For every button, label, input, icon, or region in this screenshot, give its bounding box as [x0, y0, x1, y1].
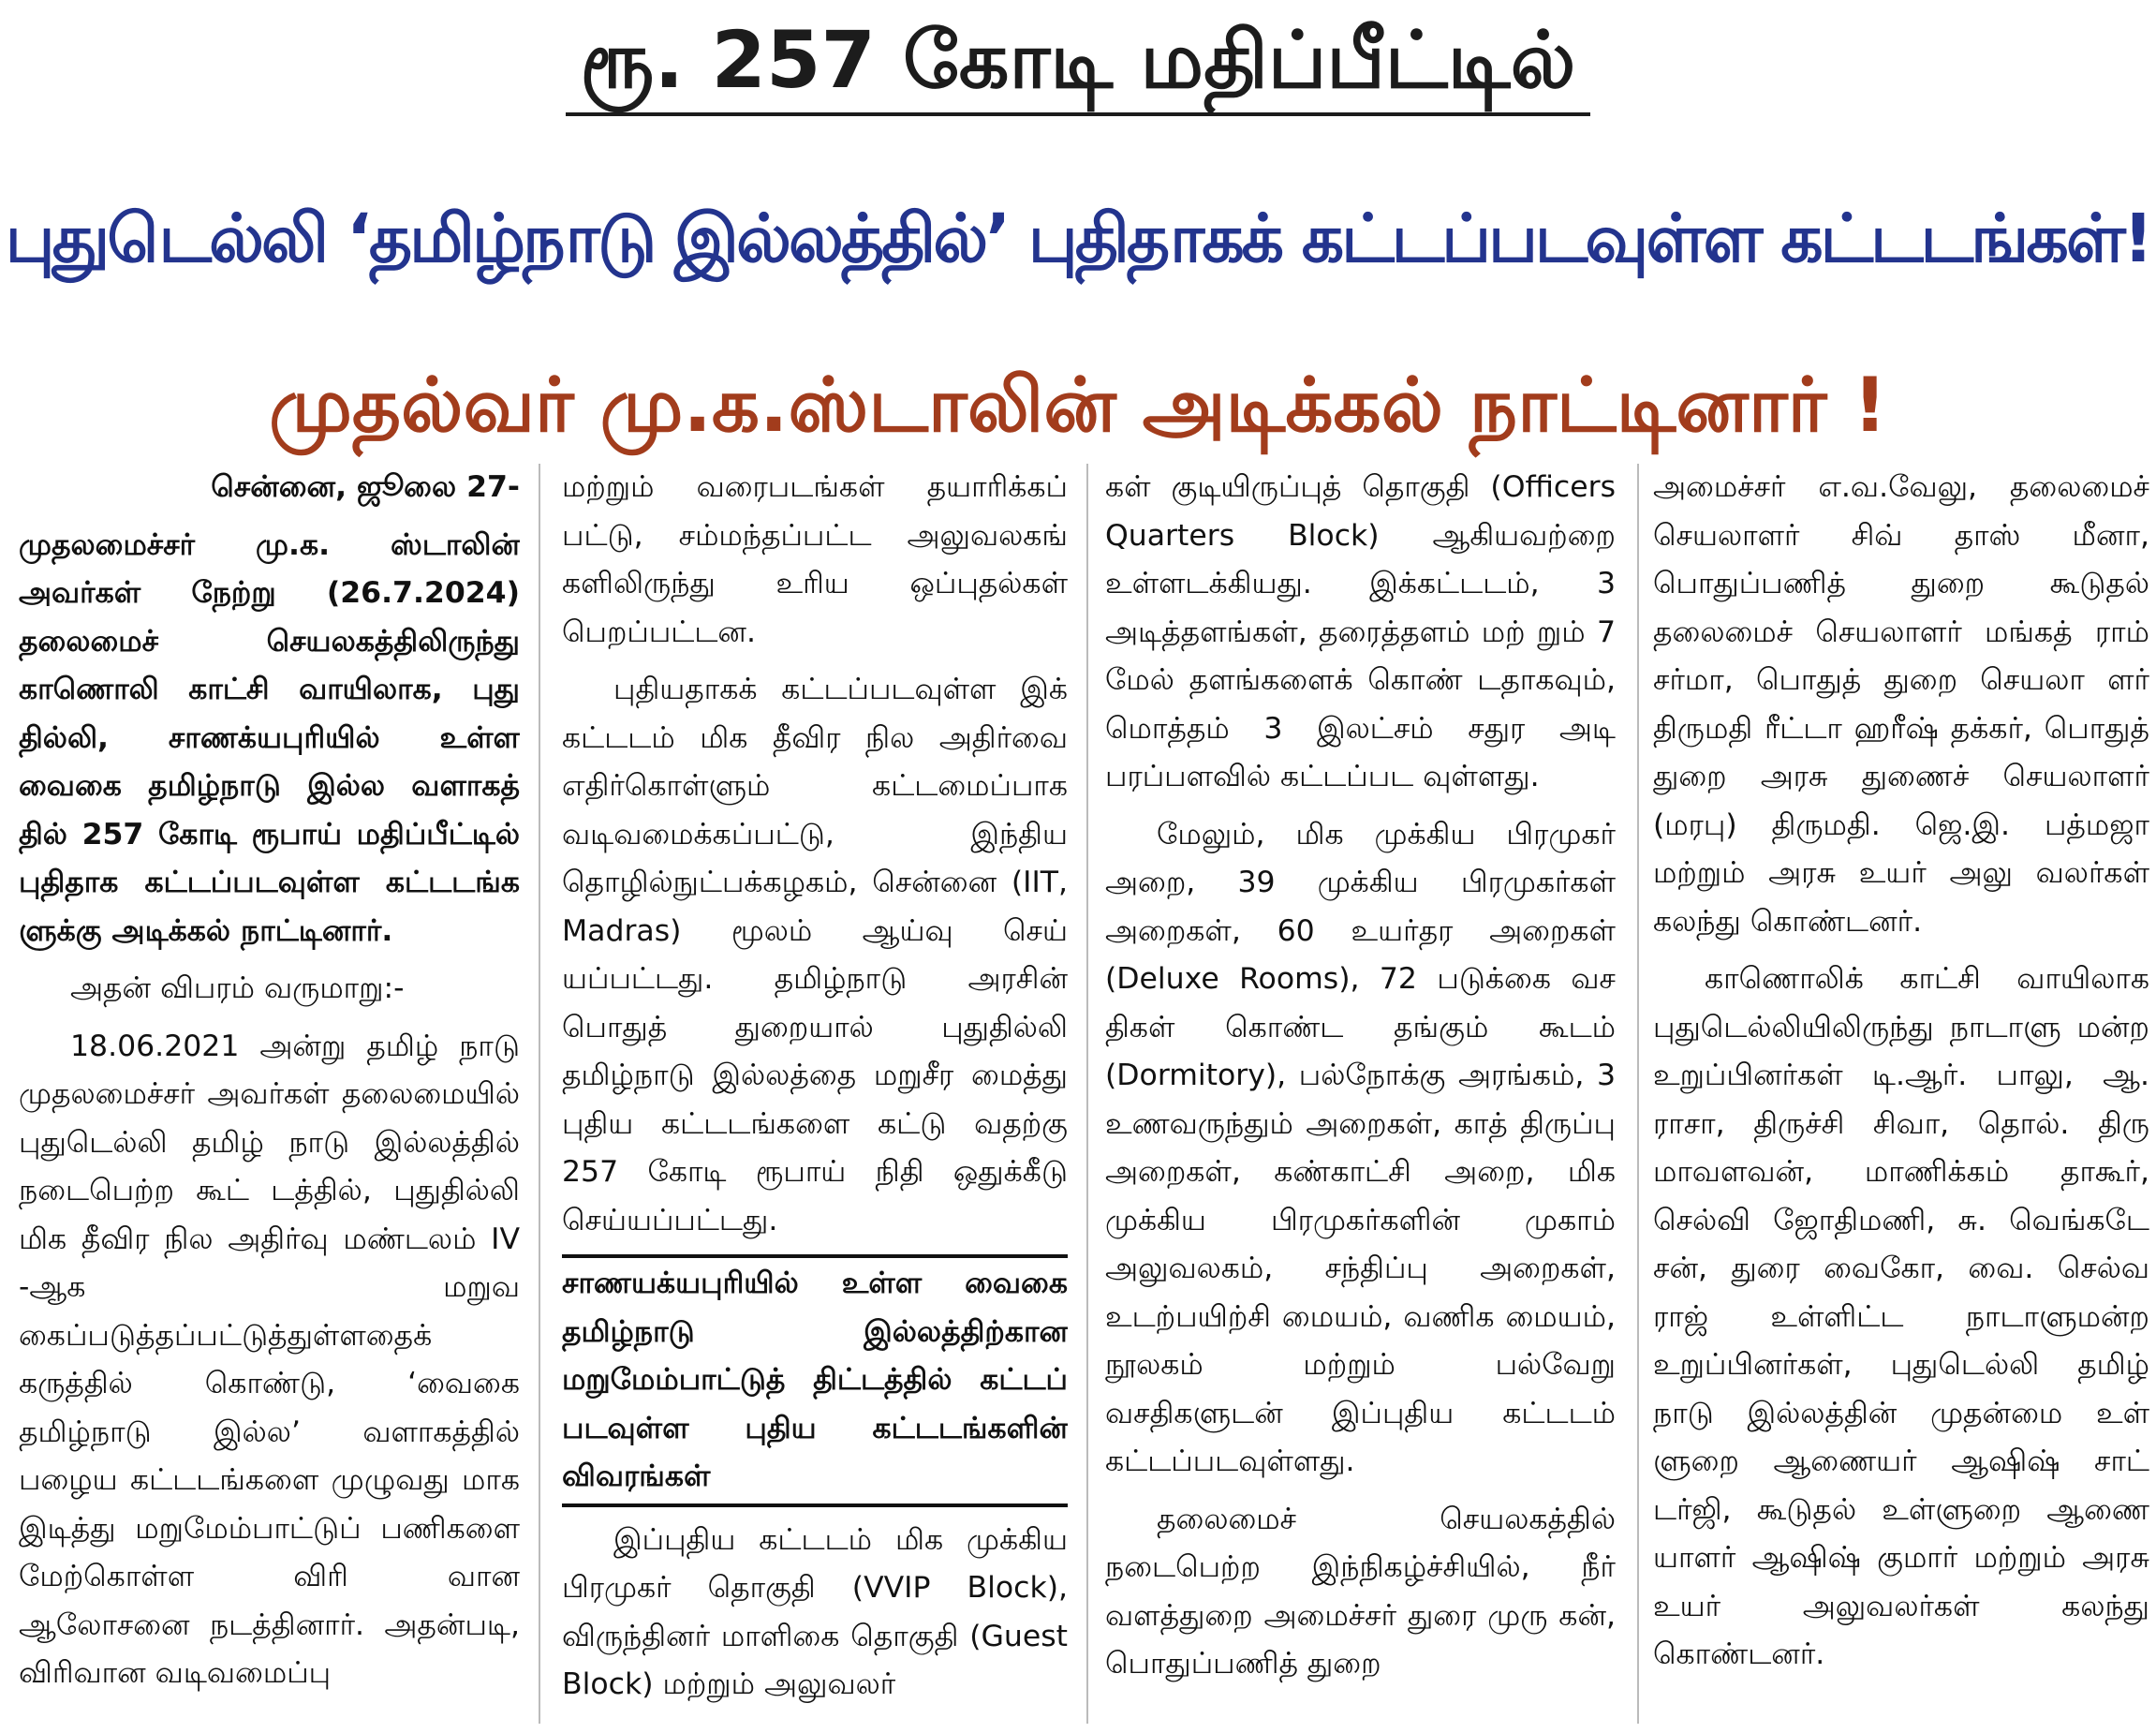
- article-column-2: [562, 464, 1068, 1728]
- main-headline: புதுடெல்லி ‘தமிழ்நாடு இல்லத்தில்’ புதிதாகக் கட்டப்படவுள்ள கட்டடங்கள்!: [5, 200, 2151, 277]
- intro-line: அதன் விபரம் வருமாறு:-: [70, 971, 405, 1005]
- body-paragraph: தலைமைச் செயலகத்தில் நடைபெற்ற இந்நிகழ்ச்சியில், நீர் வளத்துறை அமைச்சர் துரை முரு கன், பொதுப்பணித் துறை: [1105, 1502, 1616, 1681]
- article-column-1: [19, 464, 520, 1728]
- body-paragraph: மற்றும் வரைபடங்கள் தயாரிக்கப் பட்டு, சம்மந்தப்பட்ட அலுவலகங் களிலிருந்து உரிய ஒப்புதல்கள் பெறப்பட்டன.: [562, 470, 1068, 649]
- article-body: [9, 464, 2150, 1728]
- body-paragraph: மேலும், மிக முக்கிய பிரமுகர் அறை, 39 முக்கிய பிரமுகர்கள் அறைகள், 60 உயர்தர அறைகள் (Deluxe Rooms), 72 படுக்கை வச திகள் கொண்ட தங்கும் கூடம் (Dormitory), பல்நோக்கு அரங்கம், 3 உணவருந்தும் அறைகள், காத் திருப்பு அறைகள், கண்காட்சி அறை, மிக முக்கிய பிரமுகர்களின் முகாம் அலுவலகம், சந்திப்பு அறைகள், உடற்பயிற்சி மையம், வணிக மையம், நூலகம் மற்றும் பல்வேறு வசதிகளுடன் இப்புதிய கட்டடம் கட்டப்படவுள்ளது.: [1105, 817, 1616, 1478]
- body-paragraph: கள் குடியிருப்புத் தொகுதி (Officers Quarters Block) ஆகியவற்றை உள்ளடக்கியது. இக்கட்டடம், 3 அடித்தளங்கள், தரைத்தளம் மற் றும் 7 மேல் தளங்களைக் கொண் டதாகவும், மொத்தம் 3 இலட்சம் சதுர அடி பரப்பளவில் கட்டப்பட வுள்ளது.: [1105, 470, 1616, 793]
- body-paragraph: புதியதாகக் கட்டப்படவுள்ள இக் கட்டடம் மிக தீவிர நில அதிர்வை எதிர்கொள்ளும் கட்டமைப்பாக வடிவமைக்கப்பட்டு, இந்திய தொழில்நுட்பக்கழகம், சென்னை (IIT, Madras) மூலம் ஆய்வு செய் யப்பட்டது. தமிழ்நாடு அரசின் பொதுத் துறையால் புதுதில்லி தமிழ்நாடு இல்லத்தை மறுசீர மைத்து புதிய கட்டடங்களை கட்டு வதற்கு 257 கோடி ரூபாய் நிதி ஒதுக்கீடு செய்யப்பட்டது.: [562, 673, 1068, 1237]
- article-column-3: [1105, 464, 1616, 1728]
- kicker-text: ரூ. 257 கோடி மதிப்பீட்டில்: [566, 13, 1591, 116]
- section-subheading: சாணயக்யபுரியில் உள்ள வைகை தமிழ்நாடு இல்லத்திற்கான மறுமேம்பாட்டுத் திட்டத்தில் கட்டப் படவுள்ள புதிய கட்டடங்களின் விவரங்கள்: [562, 1254, 1068, 1507]
- headline-kicker: [0, 13, 2156, 116]
- lead-paragraph: முதலமைச்சர் மு.க. ஸ்டாலின் அவர்கள் நேற்று (26.7.2024) தலைமைச் செயலகத்திலிருந்து காணொலி காட்சி வாயிலாக, புது தில்லி, சாணக்யபுரியில் உள்ள வைகை தமிழ்நாடு இல்ல வளாகத் தில் 257 கோடி ரூபாய் மதிப்பீட்டில் புதிதாக கட்டப்படவுள்ள கட்டடங்க ளுக்கு அடிக்கல் நாட்டினார்.: [19, 527, 520, 948]
- body-paragraph: 18.06.2021 அன்று தமிழ் நாடு முதலமைச்சர் அவர்கள் தலைமையில் புதுடெல்லி தமிழ் நாடு இல்லத்தில் நடைபெற்ற கூட் டத்தில், புதுதில்லி மிக தீவிர நில அதிர்வு மண்டலம் IV -ஆக மறுவ கைப்படுத்தப்பட்டுத்துள்ளதைக் கருத்தில் கொண்டு, ‘வைகை தமிழ்நாடு இல்ல’ வளாகத்தில் பழைய கட்டடங்களை முழுவது மாக இடித்து மறுமேம்பாட்டுப் பணிகளை மேற்கொள்ள விரி வான ஆலோசனை நடத்தினார். அதன்படி, விரிவான வடிவமைப்பு: [19, 1029, 520, 1690]
- body-paragraph: இப்புதிய கட்டடம் மிக முக்கிய பிரமுகர் தொகுதி (VVIP Block), விருந்தினர் மாளிகை தொகுதி (Guest Block) மற்றும் அலுவலர்: [562, 1522, 1068, 1701]
- dateline: சென்னை, ஜூலை 27-: [211, 470, 520, 504]
- body-paragraph: அமைச்சர் எ.வ.வேலு, தலைமைச் செயலாளர் சிவ் தாஸ் மீனா, பொதுப்பணித் துறை கூடுதல் தலைமைச் செயலாளர் மங்கத் ராம் சர்மா, பொதுத் துறை செயலா ளர் திருமதி ரீட்டா ஹரீஷ் தக்கர், பொதுத் துறை அரசு துணைச் செயலாளர் (மரபு) திருமதி. ஜெ.இ. பத்மஜா மற்றும் அரசு உயர் அலு வலர்கள் கலந்து கொண்டனர்.: [1653, 470, 2149, 939]
- article-column-4: [1653, 464, 2149, 1728]
- body-paragraph: காணொலிக் காட்சி வாயிலாக புதுடெல்லியிலிருந்து நாடாளு மன்ற உறுப்பினர்கள் டி.ஆர். பாலு, ஆ. ராசா, திருச்சி சிவா, தொல். திரு மாவளவன், மாணிக்கம் தாகூர், செல்வி ஜோதிமணி, சு. வெங்கடே சன், துரை வைகோ, வை. செல்வ ராஜ் உள்ளிட்ட நாடாளுமன்ற உறுப்பினர்கள், புதுடெல்லி தமிழ் நாடு இல்லத்தின் முதன்மை உள் ளுறை ஆணையர் ஆஷிஷ் சாட் டர்ஜி, கூடுதல் உள்ளுறை ஆணை யாளர் ஆஷிஷ் குமார் மற்றும் அரசு உயர் அலுவலர்கள் கலந்து கொண்டனர்.: [1653, 962, 2149, 1671]
- sub-headline: முதல்வர் மு.க.ஸ்டாலின் அடிக்கல் நாட்டினார் !: [269, 362, 1887, 449]
